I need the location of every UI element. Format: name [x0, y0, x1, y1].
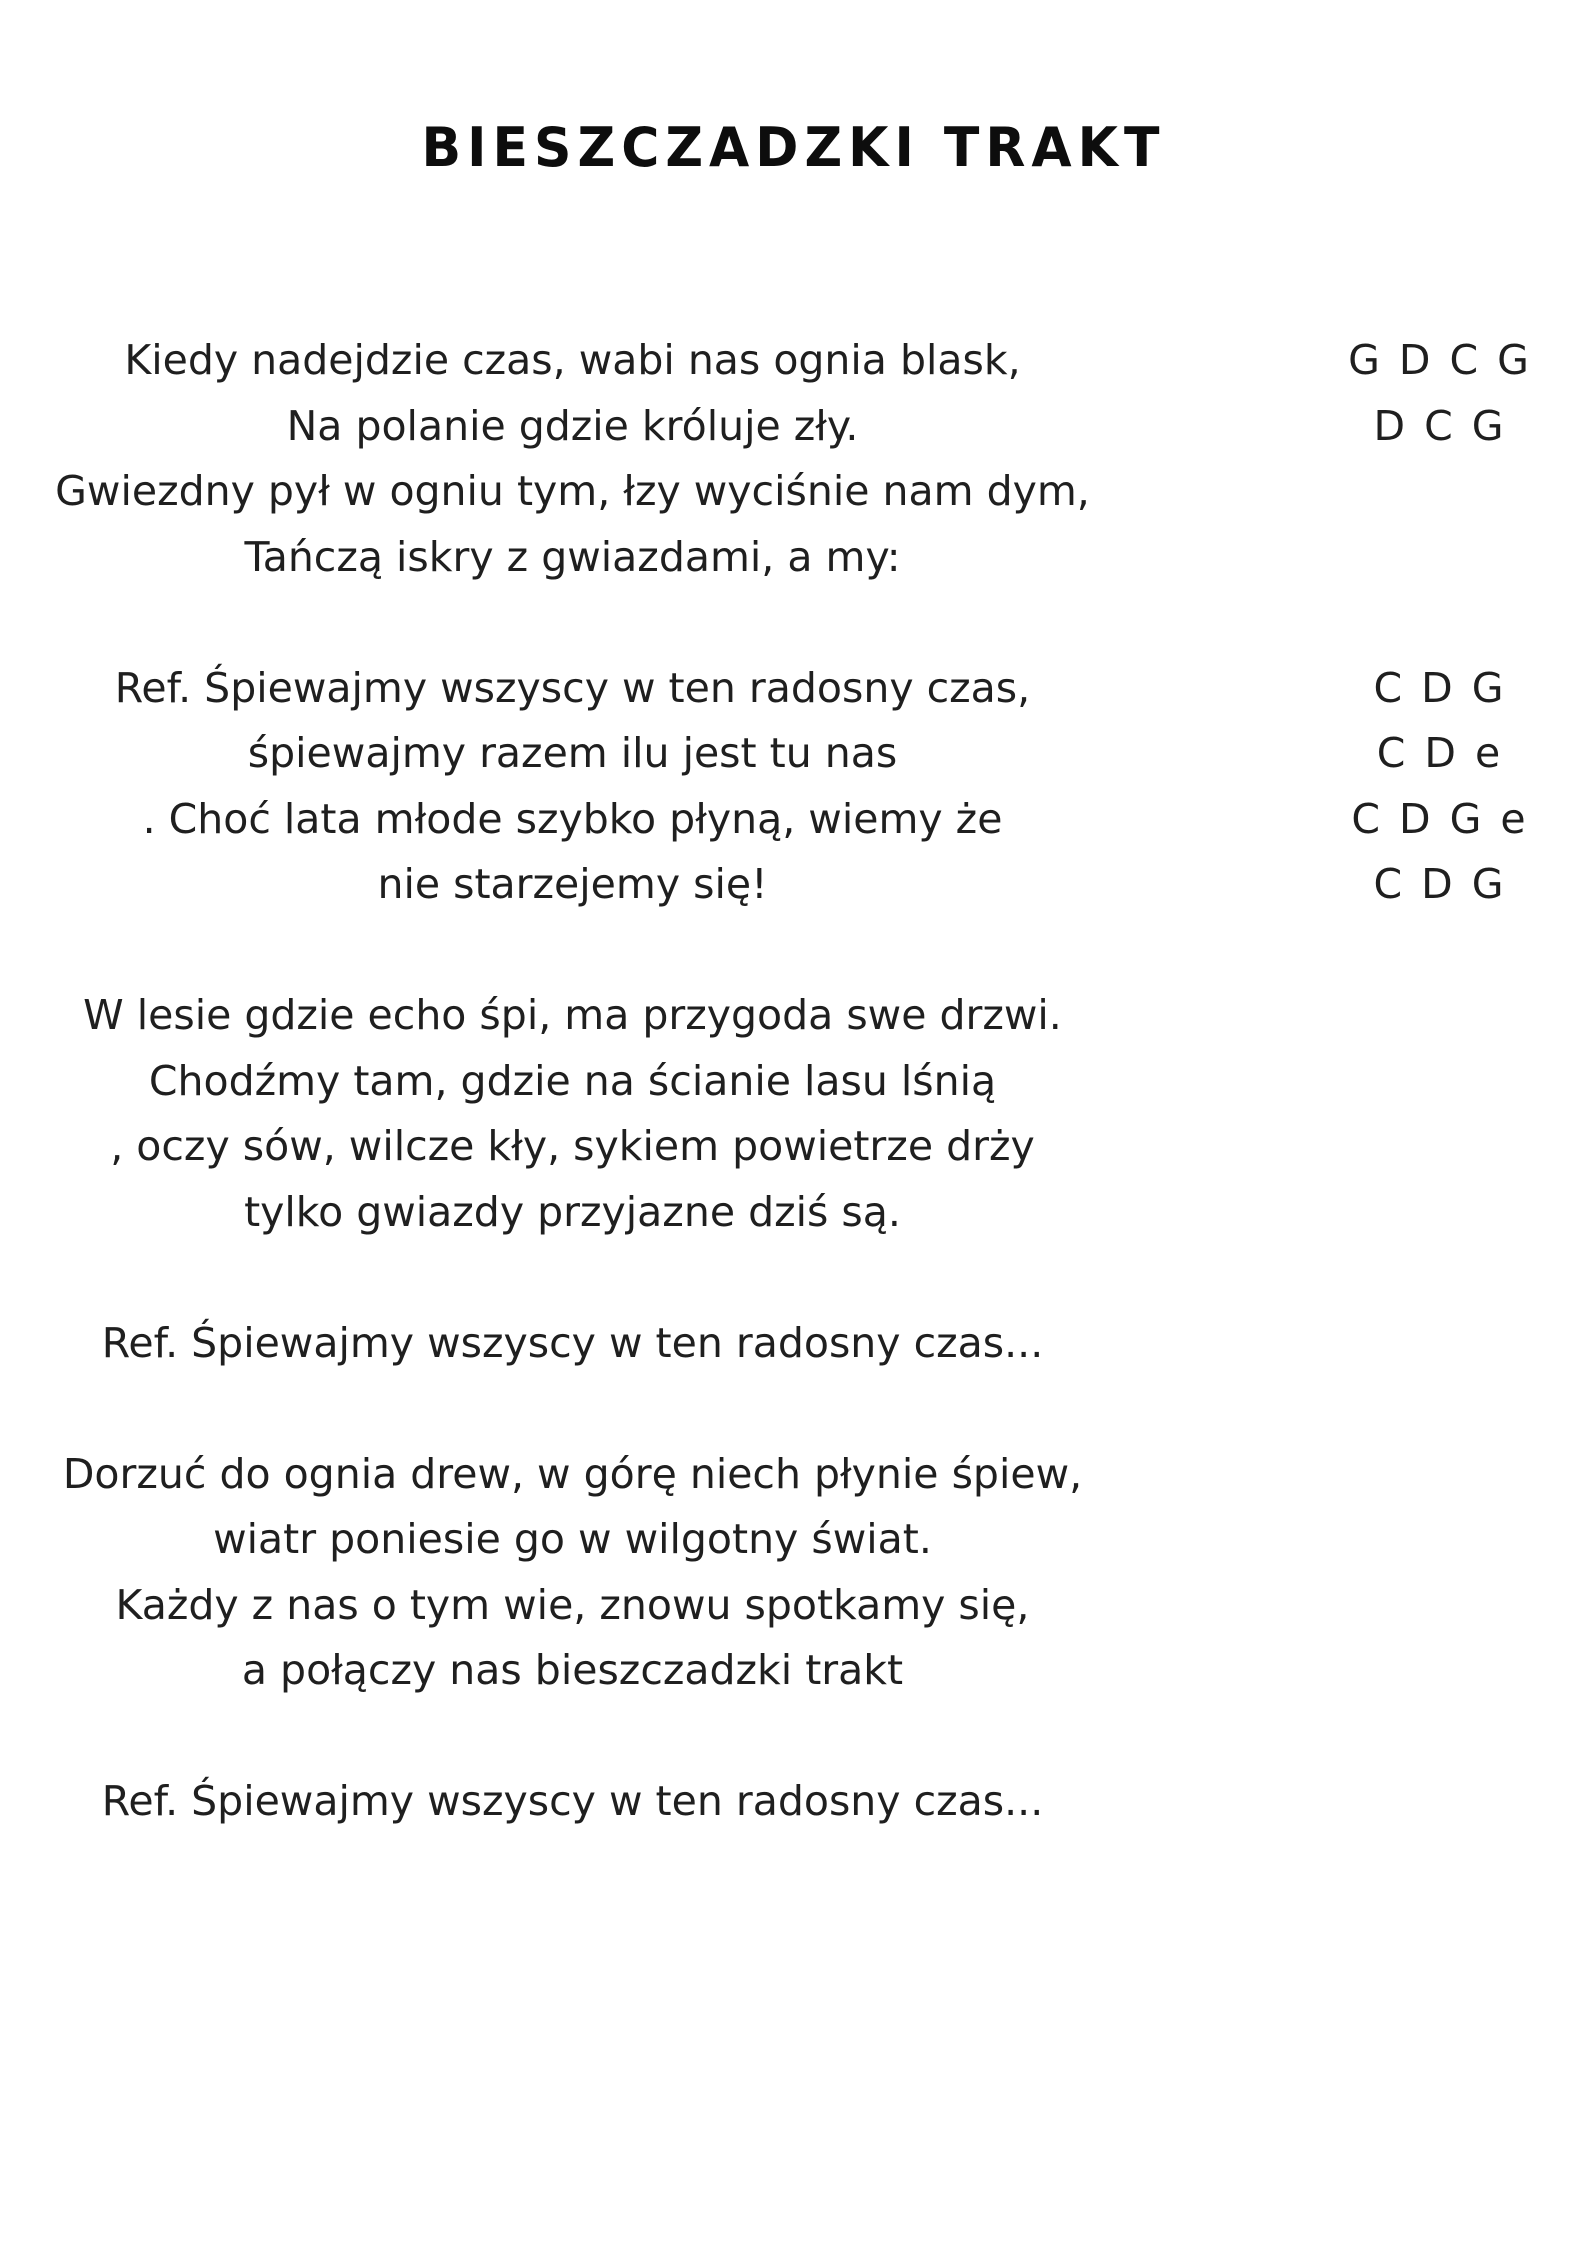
lyric-line: nie starzejemy się!: [377, 860, 768, 908]
lyric-line: Tańczą iskry z gwiazdami, a my:: [244, 532, 901, 581]
lyric-line: Gwiezdny pył w ogniu tym, łzy wyciśnie nam dym,: [55, 467, 1090, 515]
lyric-line: W lesie gdzie echo śpi, ma przygoda swe drzwi.: [83, 991, 1062, 1039]
chord-line: G D C G: [1348, 336, 1532, 384]
stanza-gap: [0, 590, 1145, 656]
chord-gap: [1310, 525, 1570, 591]
lyric-line: tylko gwiazdy przyjazne dziś są.: [244, 1187, 901, 1236]
lyric-line: . Choć lata młode szybko płyną, wiemy że: [142, 794, 1003, 843]
chord-gap: [1310, 459, 1570, 525]
stanza-gap: [0, 918, 1145, 984]
lyric-line: Ref. Śpiewajmy wszyscy w ten radosny czas...: [101, 1777, 1044, 1825]
lyric-line: Chodźmy tam, gdzie na ścianie lasu lśnią: [148, 1056, 997, 1105]
chord-line: C D G e: [1351, 794, 1529, 843]
lyric-line: wiatr poniesie go w wilgotny świat.: [213, 1515, 932, 1563]
lyric-line: , oczy sów, wilcze kły, sykiem powietrze drży: [110, 1122, 1035, 1170]
chord-line: C D G: [1373, 663, 1507, 712]
lyric-line: Ref. Śpiewajmy wszyscy w ten radosny czas,: [114, 663, 1031, 712]
stanza-gap: [0, 1704, 1145, 1770]
chord-line: C D G: [1373, 860, 1507, 908]
lyric-line: Kiedy nadejdzie czas, wabi nas ognia blask,: [124, 336, 1021, 384]
chord-gap: [1310, 590, 1570, 656]
chord-line: D C G: [1373, 401, 1507, 450]
lyric-line: Dorzuć do ognia drew, w górę niech płynie śpiew,: [62, 1449, 1083, 1498]
lyric-line: śpiewajmy razem ilu jest tu nas: [247, 729, 898, 777]
lyric-line: Każdy z nas o tym wie, znowu spotkamy się,: [115, 1580, 1030, 1629]
chord-line: C D e: [1376, 729, 1504, 777]
lyrics-column: [0, 328, 1145, 1835]
song-title: BIESZCZADZKI TRAKT: [421, 116, 1166, 180]
stanza-gap: [0, 1376, 1145, 1442]
lyric-line: Na polanie gdzie króluje zły.: [286, 401, 859, 450]
lyric-line: Ref. Śpiewajmy wszyscy w ten radosny czas...: [101, 1318, 1044, 1367]
chords-column: [1310, 328, 1570, 918]
lyric-line: a połączy nas bieszczadzki trakt: [241, 1646, 904, 1694]
stanza-gap: [0, 1245, 1145, 1311]
